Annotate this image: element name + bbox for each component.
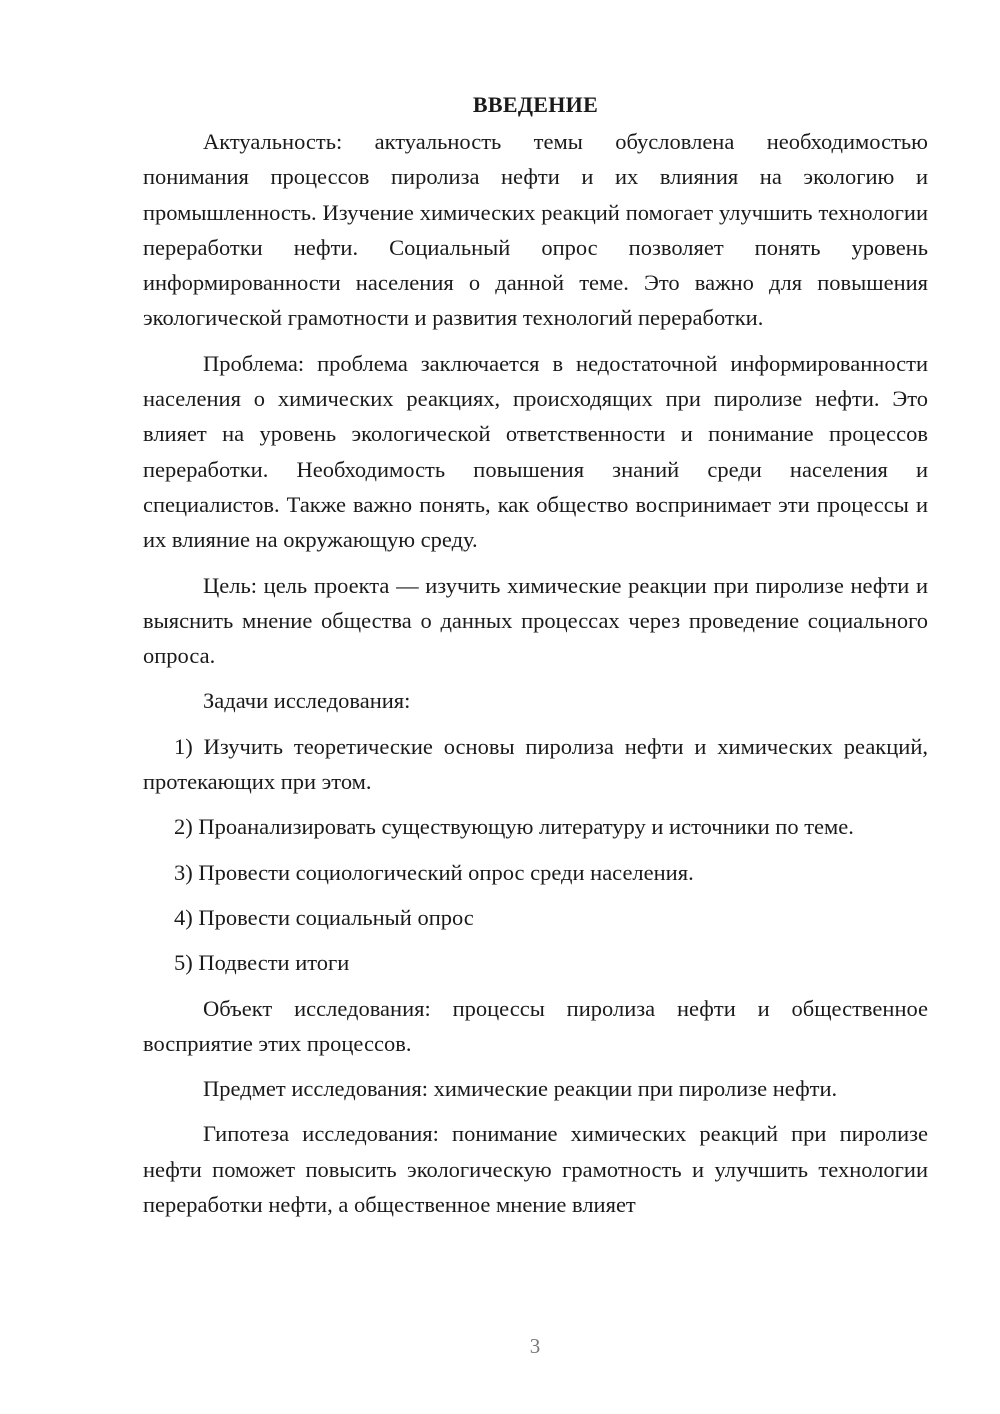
page-title: ВВЕДЕНИЕ xyxy=(472,92,599,117)
tasks-title: Задачи исследования: xyxy=(203,688,411,714)
paragraph-object: Объект исследования: процессы пиролиза нефти и общественное восприятие этих процессов. xyxy=(143,995,928,1056)
task-item-1: 1) Изучить теоретические основы пиролиза нефти и химических реакций, протекающих при этом. xyxy=(143,733,928,795)
paragraph-hypothesis: Гипотеза исследования: понимание химических реакций при пиролизе нефти поможет повысить экологическую грамотность и улучшить технологии переработки нефти, а общественное мнение влияет xyxy=(143,1121,928,1218)
task-item-2: 2) Проанализировать существующую литературу и источники по теме. xyxy=(174,814,854,840)
paragraph-subject: Предмет исследования: химические реакции при пиролизе нефти. xyxy=(203,1076,838,1102)
task-item-3: 3) Провести социологический опрос среди населения. xyxy=(174,859,694,885)
document-page xyxy=(143,90,928,1222)
paragraph-relevance: Актуальность: актуальность темы обусловлена необходимостью понимания процессов пиролиза нефти и их влияния на экологию и промышленность. Изучение химических реакций помогает улучшить технологии переработки нефти. Социальный опрос позволяет понять уровень информированности населения о данной теме. Это важно для повышения экологической грамотности и развития технологий переработки. xyxy=(143,129,928,331)
paragraph-goal: Цель: цель проекта — изучить химические реакции при пиролизе нефти и выяснить мнение общества о данных процессах через проведение социального опроса. xyxy=(143,572,928,669)
task-item-4: 4) Провести социальный опрос xyxy=(174,904,474,930)
paragraph-problem: Проблема: проблема заключается в недостаточной информированности населения о химических реакциях, происходящих при пиролизе нефти. Это влияет на уровень экологической ответственности и понимание процессов переработки. Необходимость повышения знаний среди населения и специалистов. Также важно понять, как общество воспринимает эти процессы и их влияние на окружающую среду. xyxy=(143,350,928,553)
task-item-5: 5) Подвести итоги xyxy=(174,950,350,976)
page-number: 3 xyxy=(529,1334,541,1358)
